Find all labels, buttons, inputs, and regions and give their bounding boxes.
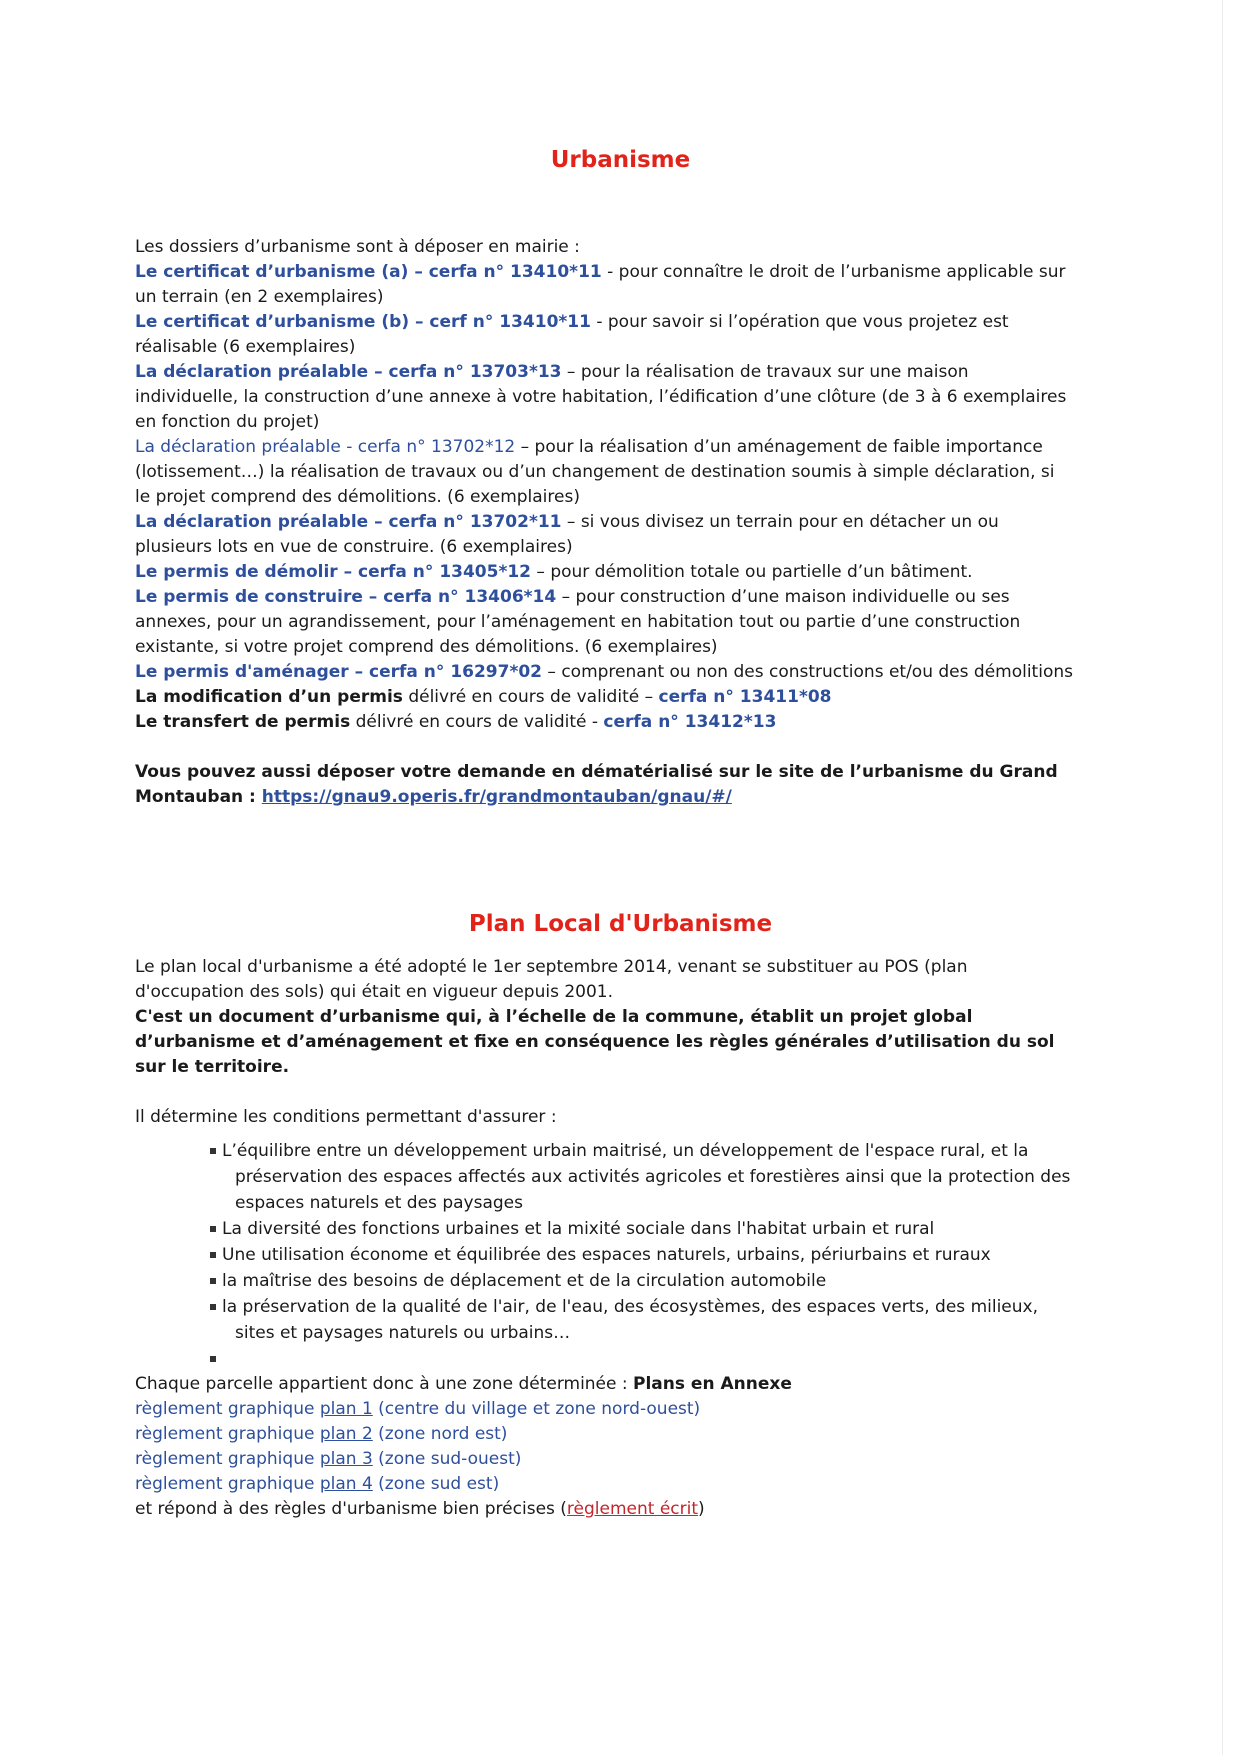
form-item-desc: – pour démolition totale ou partielle d’un bâtiment. xyxy=(531,562,973,582)
final-text: et répond à des règles d'urbanisme bien précises (règlement écrit) xyxy=(135,1499,705,1519)
section-title-urbanisme: Urbanisme xyxy=(550,147,691,173)
conditions-intro: Il détermine les conditions permettant d'assurer : xyxy=(135,1107,557,1127)
online-deposit-text: Vous pouvez aussi déposer votre demande en dématérialisé sur le site de l’urbanisme du Grand Montauban : https://gnau9.operis.fr/grandmontauban/gnau/#/ xyxy=(135,762,1058,807)
plan-4-link[interactable]: plan 4 xyxy=(319,1474,373,1494)
plan-1-link[interactable]: plan 1 xyxy=(319,1399,373,1419)
gnau-link[interactable]: https://gnau9.operis.fr/grandmontauban/gnau/#/ xyxy=(261,787,732,807)
bullet-icon xyxy=(210,1278,216,1284)
plu-intro: Le plan local d'urbanisme a été adopté le 1er septembre 2014, venant se substituer au POS (plan d'occupation des sols) qui était en vigueur depuis 2001. xyxy=(135,957,968,1002)
form-item xyxy=(135,660,1075,685)
list-item: Une utilisation économe et équilibrée des espaces naturels, urbains, périurbains et ruraux xyxy=(135,1242,1075,1268)
form-item xyxy=(135,510,1075,560)
reglement-line: règlement graphique plan 4 (zone sud est) xyxy=(135,1474,500,1494)
parcelle-text: Chaque parcelle appartient donc à une zone déterminée : Plans en Annexe xyxy=(135,1374,792,1394)
list-item: La diversité des fonctions urbaines et la mixité sociale dans l'habitat urbain et rural xyxy=(135,1216,1075,1242)
form-item-label: La déclaration préalable - cerfa n° 13702*12 xyxy=(135,437,516,457)
reglement-line: règlement graphique plan 3 (zone sud-ouest) xyxy=(135,1449,522,1469)
section-title-plu: Plan Local d'Urbanisme xyxy=(468,911,773,937)
reglement-ecrit-link[interactable]: règlement écrit xyxy=(566,1499,699,1519)
form-item-label: Le permis de construire – cerfa n° 13406*14 xyxy=(135,587,557,607)
form-item xyxy=(135,435,1075,510)
plu-section xyxy=(135,955,1075,1522)
plan-3-link[interactable]: plan 3 xyxy=(319,1449,373,1469)
list-item xyxy=(135,1346,1075,1372)
plan-2-link[interactable]: plan 2 xyxy=(319,1424,373,1444)
page-edge-line xyxy=(1222,0,1223,1755)
form-item-desc: – si vous divisez un terrain pour en détacher un ou plusieurs lots en vue de construire. (6 exemplaires) xyxy=(135,512,999,557)
list-item: L’équilibre entre un développement urbain maitrisé, un développement de l'espace rural, et la préservation des espaces affectés aux activités agricoles et forestières ainsi que la protection des espaces naturels et des paysages xyxy=(135,1138,1075,1216)
form-item-label: La déclaration préalable – cerfa n° 13702*11 xyxy=(135,512,562,532)
bullet-icon xyxy=(210,1148,216,1154)
form-item xyxy=(135,360,1075,435)
form-item-desc: – pour la réalisation d’un aménagement de faible importance (lotissement…) la réalisation de travaux ou d’un changement de destination soumis à simple déclaration, si le projet comprend des démolitions. (6 exemplaires) xyxy=(135,437,1055,507)
transfert-item: Le transfert de permis délivré en cours de validité - cerfa n° 13412*13 xyxy=(135,712,777,732)
conditions-list xyxy=(135,1138,1075,1372)
bullet-icon xyxy=(210,1304,216,1310)
list-item: la préservation de la qualité de l'air, de l'eau, des écosystèmes, des espaces verts, des milieux, sites et paysages naturels ou urbains… xyxy=(135,1294,1075,1346)
form-item-label: La déclaration préalable – cerfa n° 13703*13 xyxy=(135,362,562,382)
form-item xyxy=(135,585,1075,660)
list-item: la maîtrise des besoins de déplacement et de la circulation automobile xyxy=(135,1268,1075,1294)
form-item-desc: - pour savoir si l’opération que vous projetez est réalisable (6 exemplaires) xyxy=(135,312,1009,357)
plu-definition: C'est un document d’urbanisme qui, à l’échelle de la commune, établit un projet global d’urbanisme et d’aménagement et fixe en conséquence les règles générales d’utilisation du sol sur le territoire. xyxy=(135,1007,1055,1077)
bullet-icon xyxy=(210,1356,216,1362)
bullet-icon xyxy=(210,1226,216,1232)
form-item-desc: – comprenant ou non des constructions et/ou des démolitions xyxy=(542,662,1073,682)
form-item-label: Le certificat d’urbanisme (b) – cerf n° 13410*11 xyxy=(135,312,591,332)
bullet-icon xyxy=(210,1252,216,1258)
modification-item: La modification d’un permis délivré en cours de validité – cerfa n° 13411*08 xyxy=(135,687,832,707)
form-item xyxy=(135,260,1075,310)
form-item-label: Le permis d'aménager – cerfa n° 16297*02 xyxy=(135,662,543,682)
form-item-label: Le permis de démolir – cerfa n° 13405*12 xyxy=(135,562,532,582)
form-item xyxy=(135,560,1075,585)
reglement-line: règlement graphique plan 2 (zone nord est) xyxy=(135,1424,508,1444)
form-item xyxy=(135,310,1075,360)
form-item-desc: - pour connaître le droit de l’urbanisme applicable sur un terrain (en 2 exemplaires) xyxy=(135,262,1066,307)
form-item-desc: – pour la réalisation de travaux sur une maison individuelle, la construction d’une annexe à votre habitation, l’édification d’une clôture (de 3 à 6 exemplaires en fonction du projet) xyxy=(135,362,1067,432)
form-item-desc: – pour construction d’une maison individuelle ou ses annexes, pour un agrandissement, pour l’aménagement en habitation tout ou partie d’une construction existante, si votre projet comprend des démolitions. (6 exemplaires) xyxy=(135,587,1021,657)
intro-text: Les dossiers d’urbanisme sont à déposer en mairie : xyxy=(135,237,580,257)
urbanisme-section xyxy=(135,235,1075,810)
reglement-line: règlement graphique plan 1 (centre du village et zone nord-ouest) xyxy=(135,1399,701,1419)
form-item-label: Le certificat d’urbanisme (a) – cerfa n° 13410*11 xyxy=(135,262,602,282)
